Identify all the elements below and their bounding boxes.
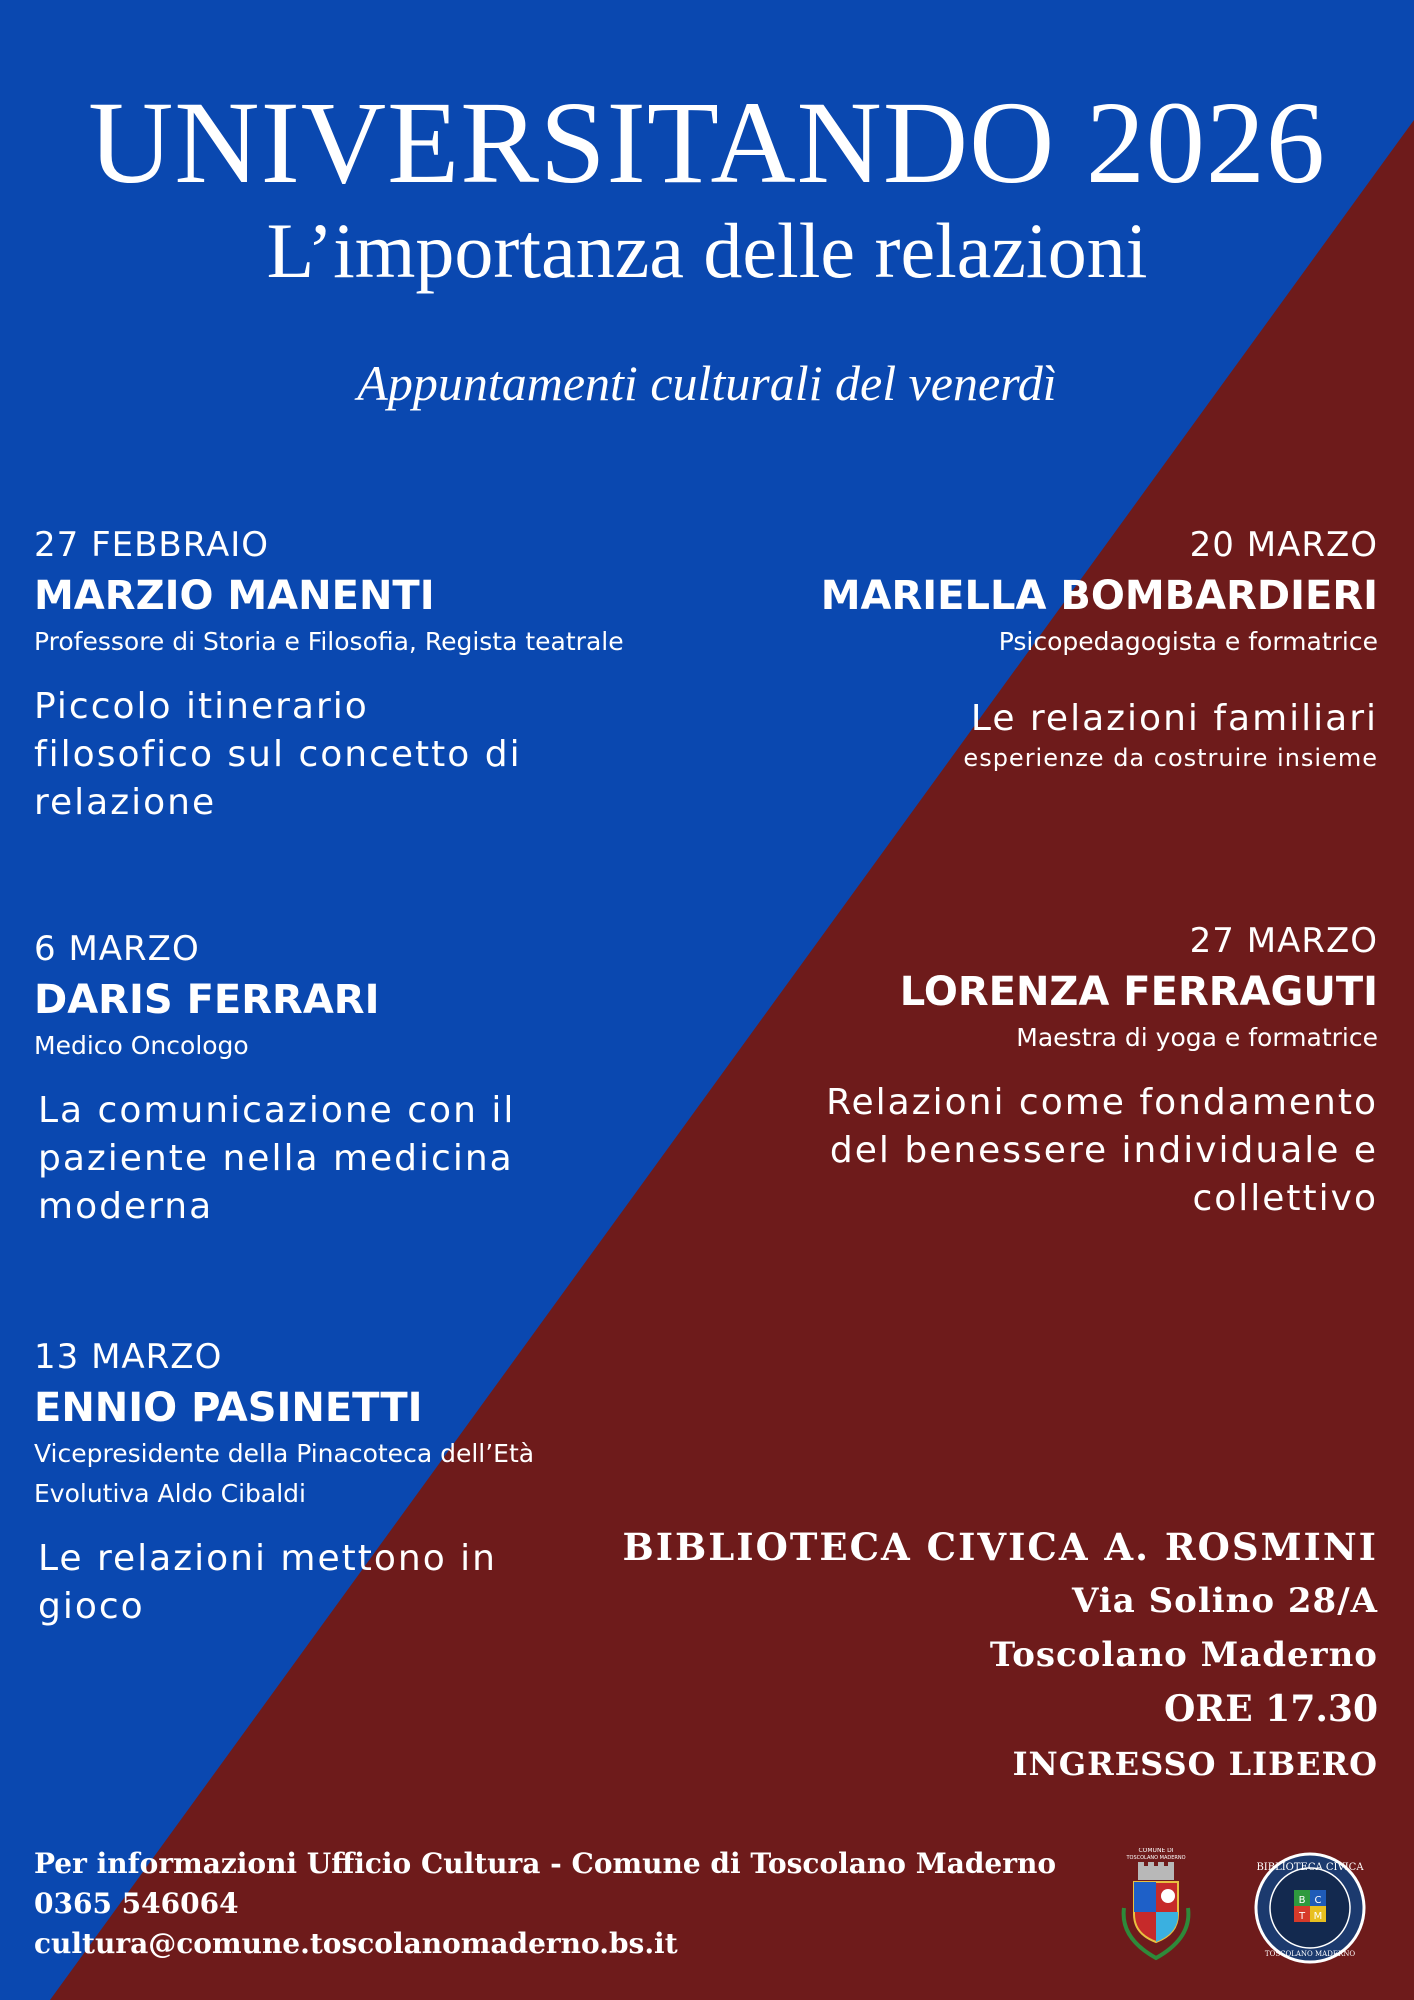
- event-20-marzo: [821, 524, 1378, 773]
- poster-subtitle: L’importanza delle relazioni: [266, 207, 1148, 294]
- talk-line: relazione: [34, 781, 217, 823]
- venue-town: Toscolano Maderno: [989, 1635, 1378, 1675]
- event-6-marzo: [34, 928, 515, 1231]
- event-talk-title: [38, 1087, 515, 1231]
- library-logo-icon: [1256, 1854, 1364, 1962]
- event-date: 27 FEBBRAIO: [34, 525, 270, 565]
- talk-line: La comunicazione con il: [38, 1089, 516, 1131]
- event-talk-title: [826, 1079, 1378, 1223]
- event-talk-title: [821, 695, 1378, 743]
- event-date: 13 MARZO: [34, 1337, 223, 1377]
- library-letter-b: B: [1298, 1895, 1306, 1906]
- event-speaker: ENNIO PASINETTI: [34, 1384, 423, 1431]
- footer-contact: [34, 1844, 1056, 1964]
- talk-line: filosofico sul concetto di: [34, 733, 522, 775]
- footer-phone[interactable]: 0365 546064: [34, 1887, 239, 1920]
- event-speaker-role: Professore di Storia e Filosofia, Regista teatrale: [34, 626, 624, 656]
- poster-tagline: Appuntamenti culturali del venerdì: [357, 355, 1057, 411]
- library-letter-t: T: [1298, 1911, 1306, 1922]
- talk-line: Piccolo itinerario: [34, 685, 369, 727]
- event-date: 20 MARZO: [1189, 525, 1378, 565]
- event-time: ORE 17.30: [1164, 1688, 1378, 1730]
- event-27-marzo: [826, 920, 1378, 1223]
- event-13-marzo: [34, 1336, 534, 1631]
- event-talk-title: [34, 683, 624, 827]
- event-speaker-role: Vicepresidente della Pinacoteca dell’Età: [34, 1438, 535, 1468]
- talk-line: gioco: [38, 1585, 145, 1627]
- talk-line: Le relazioni mettono in: [38, 1537, 497, 1579]
- poster-title: UNIVERSITANDO 2026: [88, 77, 1326, 208]
- event-speaker-role: Psicopedagogista e formatrice: [998, 626, 1378, 656]
- event-talk-title: [38, 1535, 534, 1631]
- event-speaker-role: Evolutiva Aldo Cibaldi: [34, 1478, 306, 1508]
- event-speaker: DARIS FERRARI: [34, 976, 380, 1023]
- event-date: 27 MARZO: [1189, 921, 1378, 961]
- event-speaker: MARIELLA BOMBARDIERI: [820, 572, 1378, 619]
- event-speaker-role: Medico Oncologo: [34, 1030, 249, 1060]
- svg-text:COMUNE DI: COMUNE DI: [1138, 1848, 1174, 1854]
- talk-line: paziente nella medicina: [38, 1137, 514, 1179]
- event-talk-subtitle: esperienze da costruire insieme: [963, 743, 1378, 772]
- event-speaker-role: Maestra di yoga e formatrice: [1016, 1022, 1378, 1052]
- event-27-febbraio: [34, 524, 624, 827]
- entry-info: INGRESSO LIBERO: [1012, 1745, 1378, 1783]
- talk-line: Le relazioni familiari: [970, 697, 1378, 739]
- venue-info: [622, 1520, 1378, 1792]
- talk-line: del benessere individuale e: [829, 1129, 1378, 1171]
- talk-line: collettivo: [1192, 1177, 1378, 1219]
- footer-email[interactable]: cultura@comune.toscolanomaderno.bs.it: [34, 1927, 678, 1960]
- library-logo-bottom: TOSCOLANO MADERNO: [1264, 1950, 1356, 1958]
- event-speaker: MARZIO MANENTI: [34, 572, 435, 619]
- svg-text:TOSCOLANO MADERNO: TOSCOLANO MADERNO: [1126, 1855, 1186, 1861]
- library-letter-m: M: [1313, 1911, 1323, 1922]
- talk-line: Relazioni come fondamento: [826, 1081, 1378, 1123]
- footer-info: Per informazioni Ufficio Cultura - Comune di Toscolano Maderno: [34, 1847, 1057, 1880]
- logos: [1114, 1848, 1374, 1968]
- venue-address: Via Solino 28/A: [1072, 1581, 1378, 1621]
- library-logo-text: BIBLIOTECA CIVICA: [1256, 1862, 1364, 1873]
- library-letter-c: C: [1314, 1895, 1322, 1906]
- venue-name: BIBLIOTECA CIVICA A. ROSMINI: [622, 1525, 1378, 1569]
- talk-line: moderna: [38, 1185, 214, 1227]
- event-speaker: LORENZA FERRAGUTI: [899, 968, 1378, 1015]
- event-date: 6 MARZO: [34, 929, 200, 969]
- coat-of-arms-icon: [1124, 1848, 1189, 1958]
